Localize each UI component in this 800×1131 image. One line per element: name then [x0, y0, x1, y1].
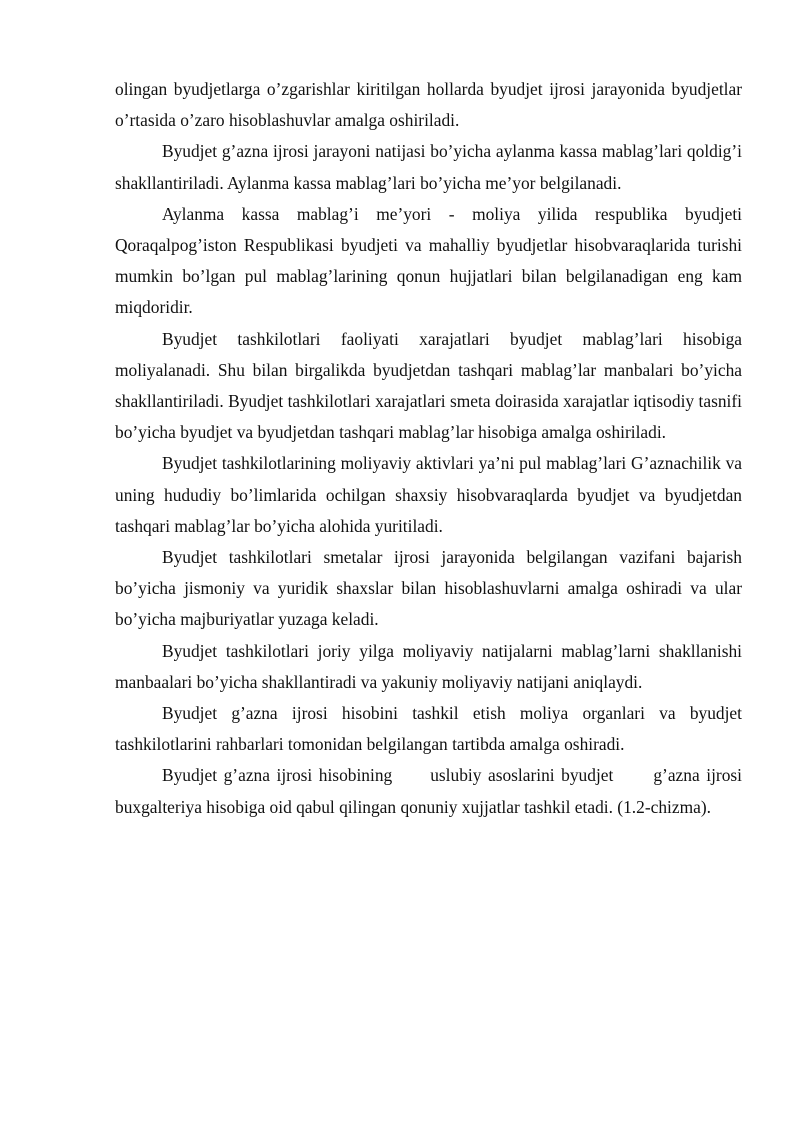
paragraph-2: Byudjet g’azna ijrosi jarayoni natijasi bo’yicha aylanma kassa mablag’lari qoldig’i shakllantiriladi. Aylanma kassa mablag’lari bo’yicha me’yor belgilanadi.	[115, 141, 742, 193]
paragraph-7: Byudjet tashkilotlari joriy yilga moliyaviy natijalarni mablag’larni shakllanishi manbaalari bo’yicha shakllantiradi va yakuniy moliyaviy natijani aniqlaydi.	[115, 640, 742, 692]
document-page	[115, 74, 742, 823]
paragraph-5: Byudjet tashkilotlarining moliyaviy aktivlari ya’ni pul mablag’lari G’aznachilik va uning hududiy bo’limlarida ochilgan shaxsiy hisobvaraqlarda byudjet va byudjetdan tashqari mablag’lar bo’yicha alohida yuritiladi.	[115, 453, 742, 536]
paragraph-9	[115, 760, 742, 822]
paragraph-1: olingan byudjetlarga o’zgarishlar kiritilgan hollarda byudjet ijrosi jarayonida byudjetlar o’rtasida o’zaro hisoblashuvlar amalga oshiriladi.	[115, 79, 742, 131]
paragraph-9-part-4: ijrosi buxgalteriya hisobiga oid qabul qilingan qonuniy xujjatlar tashkil etadi. (1.2-chizma).	[115, 765, 742, 817]
paragraph-9-part-2: uslubiy asoslarini byudjet	[430, 765, 614, 786]
paragraph-9-part-3: g’azna	[653, 765, 700, 786]
paragraph-8: Byudjet g’azna ijrosi hisobini tashkil etish moliya organlari va byudjet tashkilotlarini rahbarlari tomonidan belgilangan tartibda amalga oshiradi.	[115, 703, 742, 755]
paragraph-3: Aylanma kassa mablag’i me’yori - moliya yilida respublika byudjeti Qoraqalpog’iston Respublikasi byudjeti va mahalliy byudjetlar hisobvaraqlarida turishi mumkin bo’lgan pul mablag’larining qonun hujjatlari bilan belgilanadigan eng kam miqdoridir.	[115, 203, 742, 318]
paragraph-9-part-1: Byudjet g’azna ijrosi hisobining	[162, 765, 393, 786]
paragraph-6: Byudjet tashkilotlari smetalar ijrosi jarayonida belgilangan vazifani bajarish bo’yicha jismoniy va yuridik shaxslar bilan hisoblashuvlarni amalga oshiradi va ular bo’yicha majburiyatlar yuzaga keladi.	[115, 547, 742, 630]
paragraph-4: Byudjet tashkilotlari faoliyati xarajatlari byudjet mablag’lari hisobiga moliyalanadi. Shu bilan birgalikda byudjetdan tashqari mablag’lar manbalari bo’yicha shakllantiriladi. Byudjet tashkilotlari xarajatlari smeta doirasida xarajatlar iqtisodiy tasnifi bo’yicha byudjet va byudjetdan tashqari mablag’lar hisobiga amalga oshiriladi.	[115, 328, 742, 443]
